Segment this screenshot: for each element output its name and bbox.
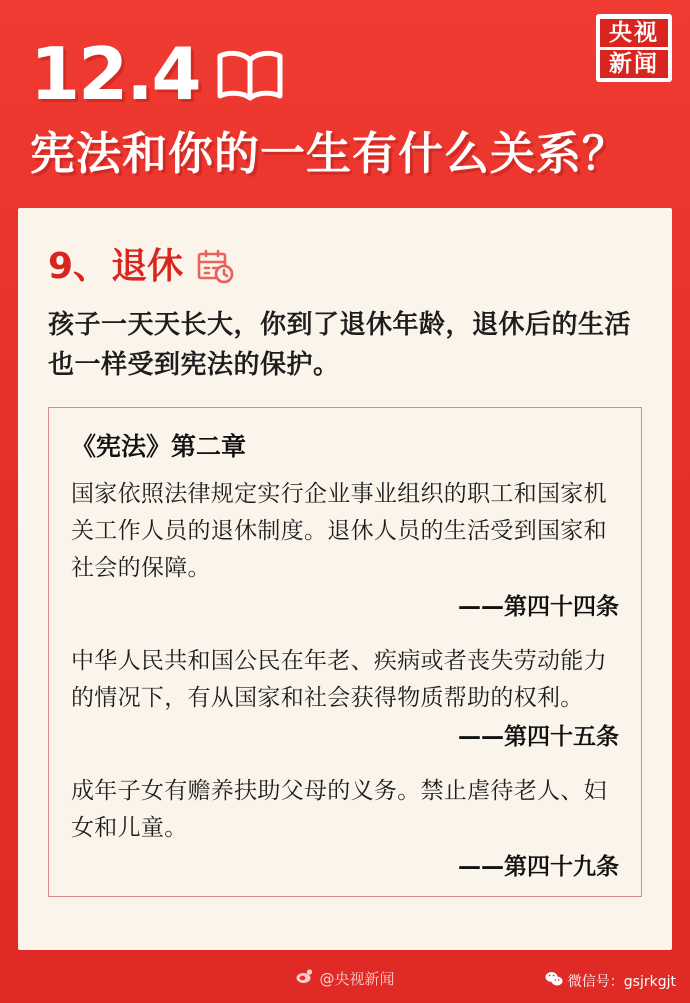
open-book-icon: [214, 46, 286, 109]
lede-paragraph: 孩子一天天长大，你到了退休年龄，退休后的生活也一样受到宪法的保护。: [48, 310, 632, 380]
date-text: 12.4: [30, 32, 200, 116]
quote-text: 国家依照法律规定实行企业事业组织的职工和国家机关工作人员的退休制度。退休人员的生活受到国家和社会的保障。: [71, 481, 607, 581]
wechat-icon: [545, 971, 563, 991]
weibo-handle: @央视新闻: [319, 969, 395, 988]
quote-block: [71, 643, 619, 757]
logo-line-1: 央视: [600, 19, 668, 47]
weibo-icon: [295, 967, 313, 989]
section-title: 退休: [111, 245, 184, 287]
footer-bar: [0, 951, 690, 1003]
constitution-quote-box: [48, 407, 642, 897]
logo-line-2: 新闻: [600, 50, 668, 78]
wechat-id: 微信号：gsjrkgjt: [567, 974, 676, 990]
content-card: [18, 208, 672, 950]
section-header: [48, 242, 642, 291]
cctv-news-logo: [596, 14, 672, 82]
headline-block: [30, 32, 629, 180]
quote-text: 中华人民共和国公民在年老、疾病或者丧失劳动能力的情况下，有从国家和社会获得物质帮助的权利。: [71, 648, 607, 711]
article-reference: ——第四十九条: [458, 854, 619, 880]
article-reference: ——第四十四条: [458, 594, 619, 620]
quote-title: 《宪法》第二章: [71, 432, 247, 461]
calendar-clock-icon: [195, 246, 235, 291]
weibo-credit[interactable]: [295, 967, 394, 989]
quote-text: 成年子女有赡养扶助父母的义务。禁止虐待老人、妇女和儿童。: [71, 778, 607, 841]
quote-block: [71, 773, 619, 887]
wechat-credit[interactable]: [545, 971, 676, 991]
date-row: [30, 32, 590, 116]
section-number: 9、: [48, 245, 110, 287]
page-title: 宪法和你的一生有什么关系？: [30, 127, 629, 180]
article-reference: ——第四十五条: [458, 724, 619, 750]
quote-block: [71, 476, 619, 627]
